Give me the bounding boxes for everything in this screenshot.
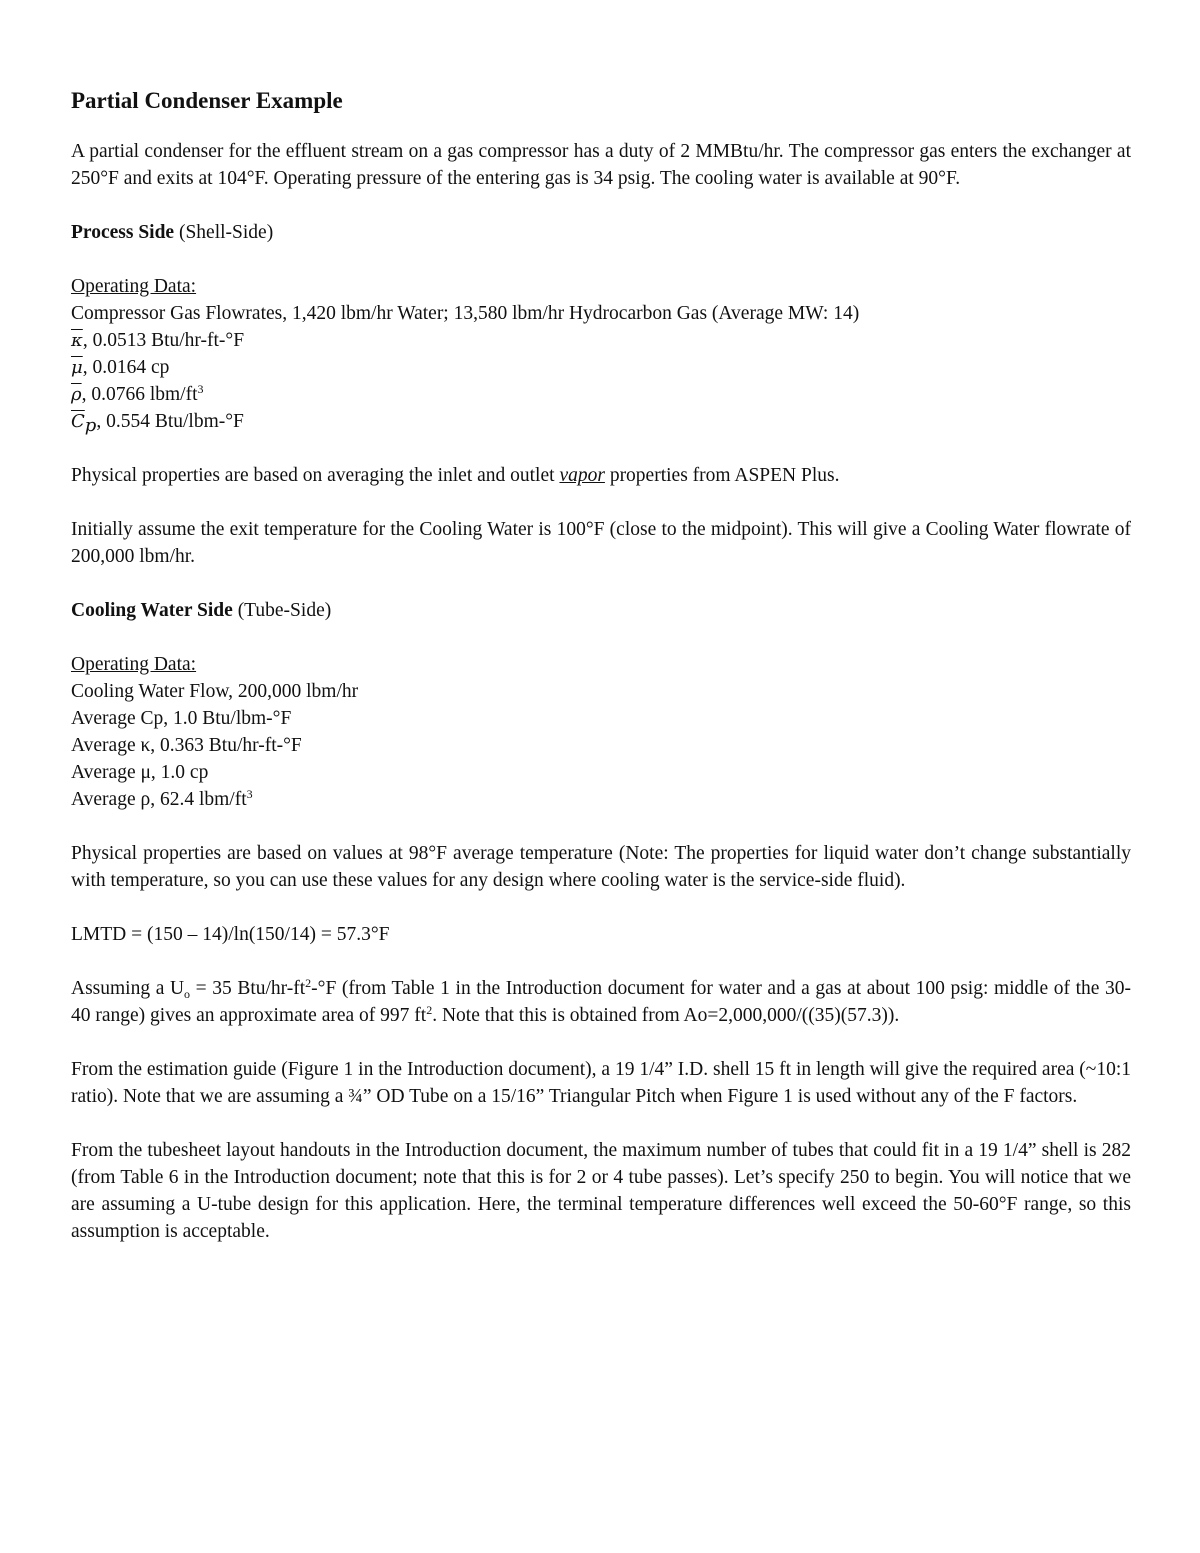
water-mu: Average μ, 1.0 cp	[71, 762, 209, 783]
process-operating-label: Operating Data:	[71, 276, 197, 297]
process-side-heading	[71, 219, 1131, 246]
cp-symbol: $\overline{C}$	[71, 411, 85, 432]
note-text-post: properties from ASPEN Plus.	[604, 465, 840, 486]
mu-value: , 0.0164 cp	[82, 357, 170, 378]
process-side-label: Process Side	[71, 222, 175, 243]
process-cp-line	[71, 408, 1131, 435]
process-mu-line	[71, 354, 1131, 381]
cp-subscript: p	[84, 415, 97, 436]
mu-symbol: $\overline{\mu}$	[71, 357, 83, 378]
rho-exponent: 3	[197, 382, 204, 396]
rho-symbol: $\overline{\rho}$	[71, 384, 82, 405]
u-text-3: -°F (from Table 1 in the Introduction document for water and a gas at about 100 psig: middle of the 30-40 range) gives an approximate area of 997 ft	[71, 978, 1131, 1026]
intro-paragraph: A partial condenser for the effluent stream on a gas compressor has a duty of 2 MMBtu/hr. The compressor gas enters the exchanger at 250°F and exits at 104°F. Operating pressure of the entering gas is 34 psig. The cooling water is available at 90°F.	[71, 141, 1131, 189]
water-cp: Average Cp, 1.0 Btu/lbm-°F	[71, 708, 292, 729]
lmtd-equation: LMTD = (150 – 14)/ln(150/14) = 57.3°F	[71, 924, 390, 945]
water-properties-note: Physical properties are based on values at 98°F average temperature (Note: The properties for liquid water don’t change substantially with temperature, so you can use these values for any design where cooling water is the service-side fluid).	[71, 843, 1131, 891]
k-symbol: $\overline{\kappa}$	[71, 330, 83, 351]
process-flowrates: Compressor Gas Flowrates, 1,420 lbm/hr Water; 13,580 lbm/hr Hydrocarbon Gas (Average MW: 14)	[71, 303, 860, 324]
water-flow: Cooling Water Flow, 200,000 lbm/hr	[71, 681, 359, 702]
water-rho-exponent: 3	[246, 787, 253, 801]
k-value: , 0.0513 Btu/hr-ft-°F	[82, 330, 245, 351]
u-subscript: o	[184, 987, 191, 1001]
process-k-line	[71, 327, 1131, 354]
u-text-2: = 35 Btu/hr-ft	[190, 978, 306, 999]
document-title: Partial Condenser Example	[71, 88, 343, 113]
tubesheet-paragraph: From the tubesheet layout handouts in the Introduction document, the maximum number of tubes that could fit in a 19 1/4” shell is 282 (from Table 6 in the Introduction document; note that this is for 2 or 4 tube passes). Let’s specify 250 to begin. You will notice that we are assuming a U-tube design for this application. Here, the terminal temperature differences well exceed the 50-60°F range, so this assumption is acceptable.	[71, 1140, 1131, 1242]
water-side-heading	[71, 597, 1131, 624]
water-k: Average κ, 0.363 Btu/hr-ft-°F	[71, 735, 302, 756]
u-text-1: Assuming a U	[71, 978, 185, 999]
process-side-suffix: (Shell-Side)	[174, 222, 274, 243]
note-text-pre: Physical properties are based on averaging the inlet and outlet	[71, 465, 560, 486]
water-side-suffix: (Tube-Side)	[232, 600, 332, 621]
cp-value: , 0.554 Btu/lbm-°F	[96, 411, 244, 432]
water-rho: Average ρ, 62.4 lbm/ft	[71, 789, 247, 810]
u-exponent-1: 2	[305, 976, 312, 990]
u-exponent-2: 2	[426, 1003, 433, 1017]
water-side-label: Cooling Water Side	[71, 600, 233, 621]
process-rho-line	[71, 381, 1131, 408]
water-rho-line	[71, 786, 1131, 813]
water-operating-label: Operating Data:	[71, 654, 197, 675]
assume-u-paragraph	[71, 975, 1131, 1029]
assume-exit-paragraph: Initially assume the exit temperature for the Cooling Water is 100°F (close to the midpoint). This will give a Cooling Water flowrate of 200,000 lbm/hr.	[71, 519, 1131, 567]
process-properties-note	[71, 462, 1131, 489]
estimation-paragraph: From the estimation guide (Figure 1 in the Introduction document), a 19 1/4” I.D. shell 15 ft in length will give the required area (~10:1 ratio). Note that we are assuming a ¾” OD Tube on a 15/16” Triangular Pitch when Figure 1 is used without any of the F factors.	[71, 1059, 1131, 1107]
document-page	[71, 86, 1131, 1245]
rho-value: , 0.0766 lbm/ft	[81, 384, 198, 405]
vapor-emphasis: vapor	[559, 465, 605, 486]
u-text-4: . Note that this is obtained from Ao=2,000,000/((35)(57.3)).	[432, 1005, 900, 1026]
